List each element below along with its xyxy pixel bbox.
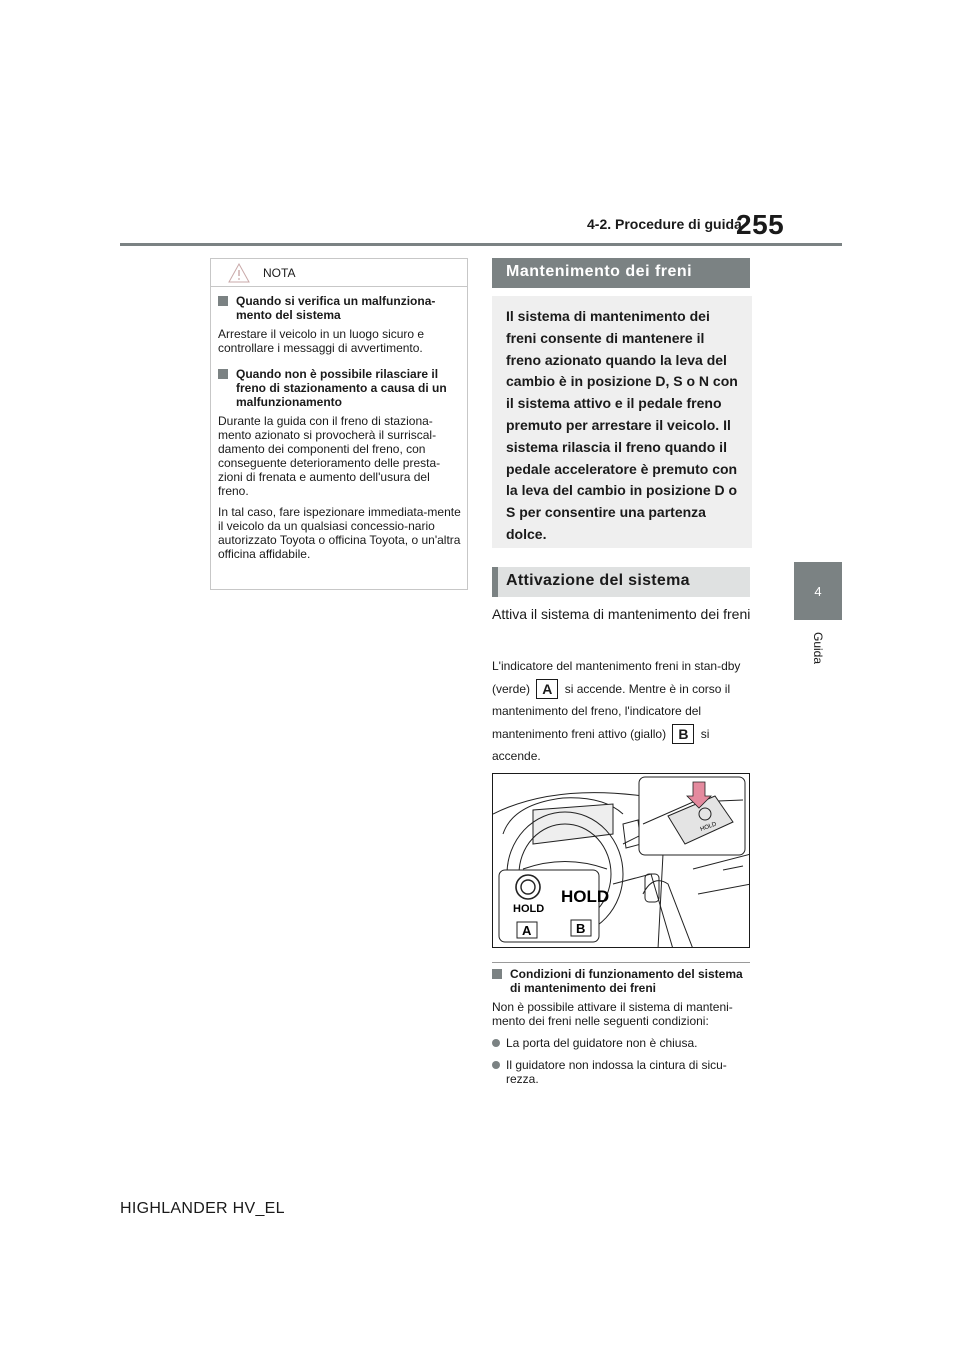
section-heading-brake-hold	[492, 258, 750, 288]
conditions-divider	[492, 962, 750, 963]
indicator-b-text: HOLD	[561, 887, 610, 906]
callout-key-b: B	[672, 724, 694, 744]
conditions-heading	[492, 967, 754, 995]
note-body	[218, 294, 461, 568]
instruction-lead: Attiva il sistema di mantenimento dei freni	[492, 606, 751, 622]
figure-label-a: A	[522, 923, 532, 938]
paragraph-text: si accende. Mentre è in corso il mantenimento del freno, l'indicatore del mantenimento freni attivo (giallo)	[492, 681, 731, 741]
dashboard-drawing	[493, 774, 750, 948]
section-heading-text: Attivazione del sistema	[506, 572, 690, 589]
section-title: 4-2. Procedure di guida	[587, 216, 742, 232]
warning-triangle-icon	[228, 263, 250, 283]
square-bullet-icon	[218, 369, 228, 379]
instruction-paragraph	[492, 655, 754, 768]
summary-box	[492, 296, 752, 548]
chapter-label-text: Guida	[811, 632, 825, 665]
page-number: 255	[736, 209, 785, 240]
paragraph-text: si accende.	[492, 726, 710, 763]
chapter-label	[794, 632, 842, 672]
chapter-tab	[794, 562, 842, 620]
header-divider	[120, 243, 842, 246]
list-item	[492, 1036, 754, 1050]
list-item-text: Il guidatore non indossa la cintura di sicu-rezza.	[506, 1058, 727, 1086]
chapter-number: 4	[814, 583, 822, 599]
section-heading-text: Mantenimento dei freni	[506, 263, 693, 280]
dashboard-illustration	[492, 773, 750, 948]
heading-accent-bar	[492, 567, 498, 597]
square-bullet-icon	[218, 296, 228, 306]
indicator-a-text: HOLD	[513, 903, 545, 915]
list-item-text: La porta del guidatore non è chiusa.	[506, 1036, 698, 1050]
paragraph-text: L'indicatore del mantenimento freni in stan-dby (verde)	[492, 659, 741, 696]
note-header	[211, 259, 467, 287]
conditions-block	[492, 967, 754, 1086]
note-item-heading	[218, 294, 461, 322]
round-bullet-icon	[492, 1061, 500, 1069]
note-item-text: Durante la guida con il freno di staziona-mento azionato si provocherà il surriscal-damento dei componenti del freno, con conseguente deterioramento delle presta-zioni di frenata e aumento dell'usura del freno.	[218, 414, 441, 498]
section-heading-activation	[492, 567, 750, 597]
note-box	[210, 258, 468, 590]
note-item-text: In tal caso, fare ispezionare immediata-mente il veicolo da un qualsiasi concessio-nario autorizzato Toyota o officina Toyota, o un'altra officina affidabile.	[218, 505, 461, 561]
note-item-text: Arrestare il veicolo in un luogo sicuro e controllare i messaggi di avvertimento.	[218, 327, 425, 355]
figure-label-b: B	[576, 921, 586, 936]
note-title: NOTA	[263, 266, 296, 280]
footer-model: HIGHLANDER HV_EL	[120, 1200, 285, 1217]
note-item-heading	[218, 367, 461, 409]
conditions-intro: Non è possibile attivare il sistema di manteni-mento dei freni nelle seguenti condizioni:	[492, 1000, 733, 1028]
summary-text: Il sistema di mantenimento dei freni consente di mantenere il freno azionato quando la leva del cambio è in posizione D, S o N con il sistema attivo e il pedale freno premuto per arrestare il veicolo. Il sistema rilascia il freno quando il pedale acceleratore è premuto con la leva del cambio in posizione D o S per consentire una partenza dolce.	[506, 308, 738, 542]
note-item-heading-text: Quando si verifica un malfunziona- mento del sistema	[236, 294, 436, 322]
note-item-heading-text: Quando non è possibile rilasciare il freno di stazionamento a causa di un malfunzionamento	[236, 367, 447, 409]
callout-key-a: A	[536, 679, 558, 699]
switch-hold-label: HOLD	[699, 821, 718, 833]
round-bullet-icon	[492, 1039, 500, 1047]
conditions-heading-text: Condizioni di funzionamento del sistema di mantenimento dei freni	[510, 967, 743, 995]
square-bullet-icon	[492, 969, 502, 979]
list-item	[492, 1058, 754, 1086]
